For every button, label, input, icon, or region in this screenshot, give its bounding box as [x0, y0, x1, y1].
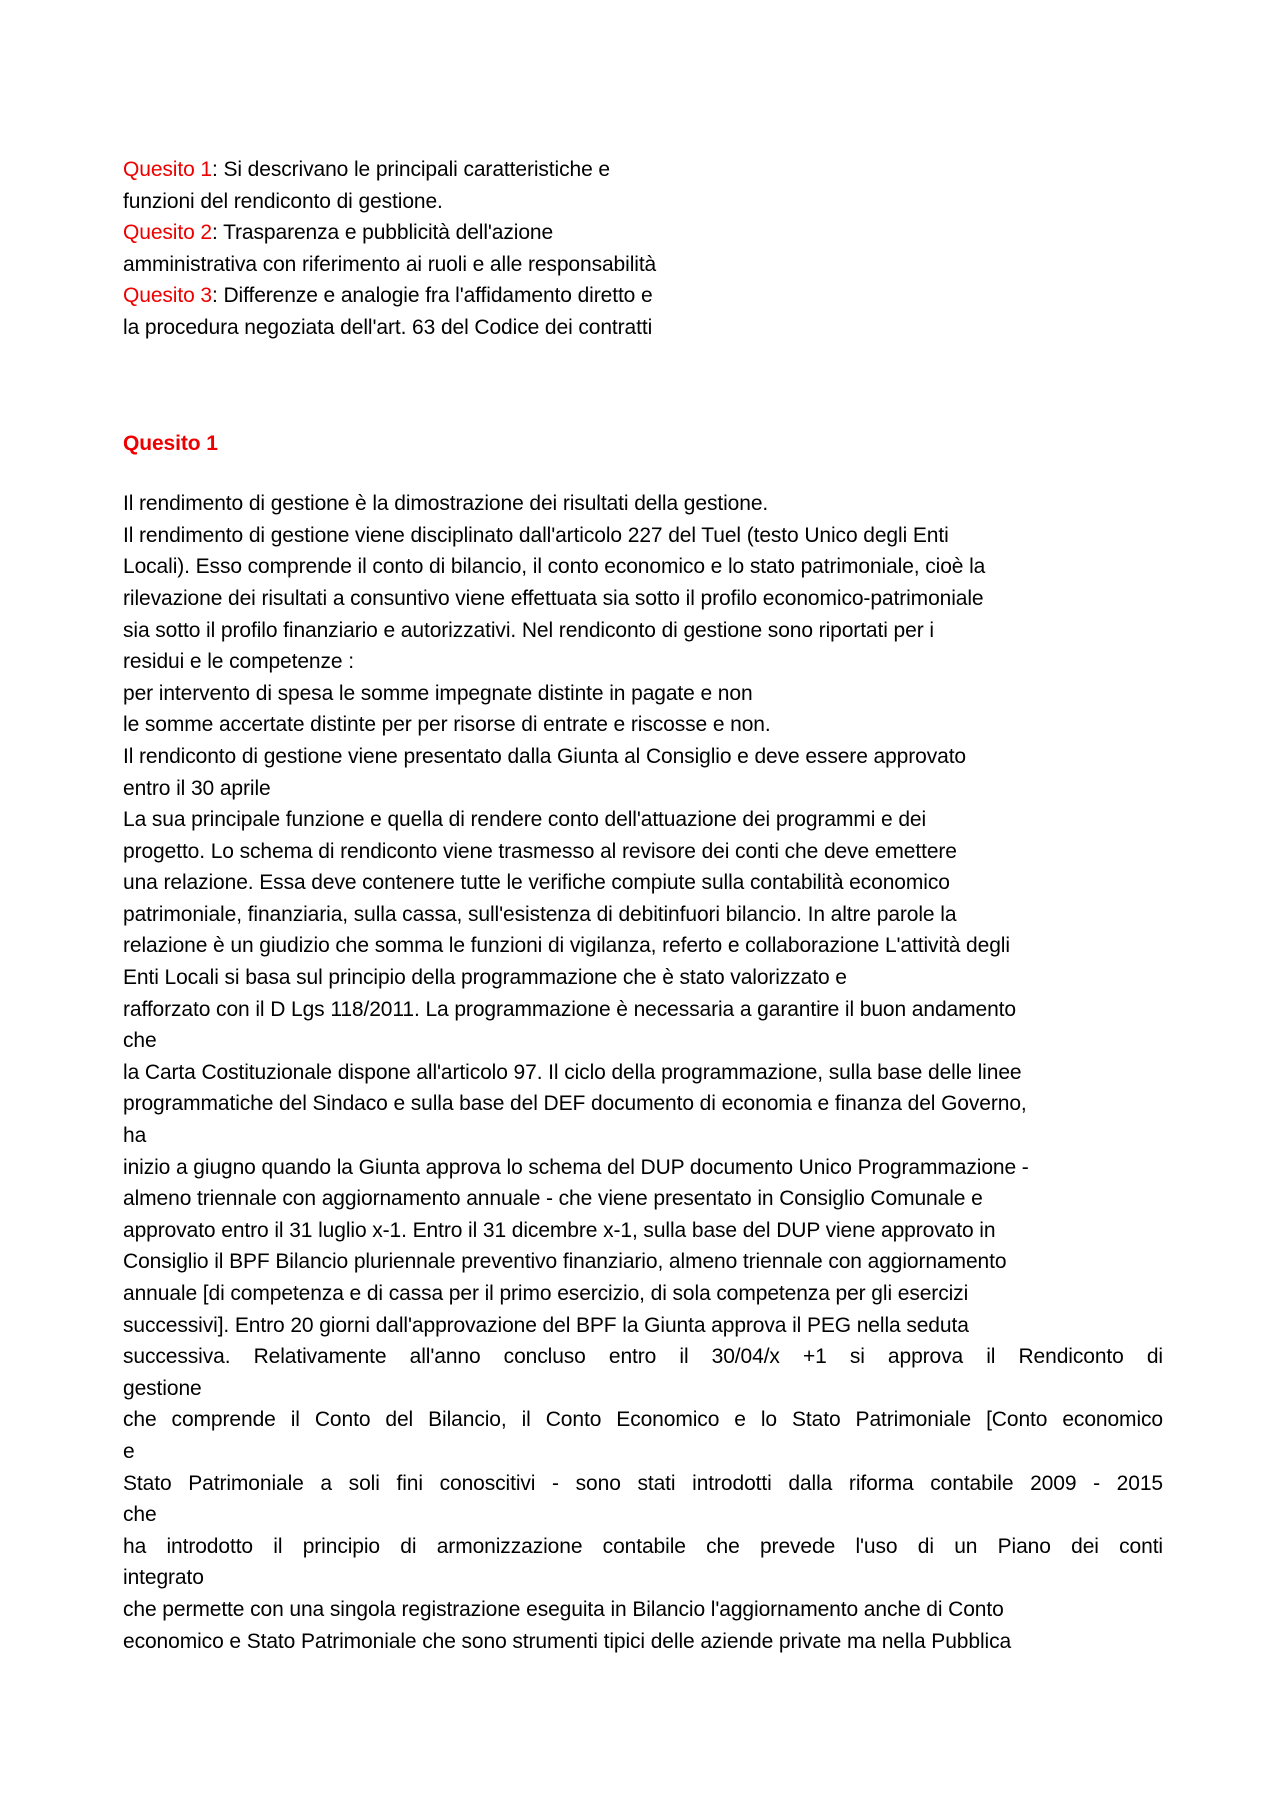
body-line: e	[123, 1439, 135, 1463]
question-1-line-2: funzioni del rendiconto di gestione.	[123, 189, 443, 213]
body-line: Il rendiconto di gestione viene presentato dalla Giunta al Consiglio e deve essere approvato	[123, 744, 967, 768]
body-line: progetto. Lo schema di rendiconto viene trasmesso al revisore dei conti che deve emettere	[123, 839, 957, 863]
body-line: sia sotto il profilo finanziario e autorizzativi. Nel rendiconto di gestione sono riportati per i	[123, 618, 934, 642]
body-line: che	[123, 1029, 157, 1053]
answer-body	[123, 488, 1163, 1657]
question-2-line-2: amministrativa con riferimento ai ruoli e alle responsabilità	[123, 252, 657, 276]
body-line: rilevazione dei risultati a consuntivo viene effettuata sia sotto il profilo economico-patrimoniale	[123, 586, 984, 610]
body-line: entro il 30 aprile	[123, 776, 271, 800]
body-line: per intervento di spesa le somme impegnate distinte in pagate e non	[123, 681, 753, 705]
questions-block	[123, 154, 1163, 344]
question-3-text: : Differenze e analogie fra l'affidamento diretto e	[212, 284, 653, 308]
answer-heading: Quesito 1	[123, 431, 218, 455]
body-line: Enti Locali si basa sul principio della programmazione che è stato valorizzato e	[123, 966, 847, 990]
body-line: economico e Stato Patrimoniale che sono strumenti tipici delle aziende private ma nella Pubblica	[123, 1629, 1012, 1653]
body-line: che	[123, 1503, 157, 1527]
body-line: programmatiche del Sindaco e sulla base del DEF documento di economia e finanza del Governo,	[123, 1092, 1027, 1116]
body-line: La sua principale funzione e quella di rendere conto dell'attuazione dei programmi e dei	[123, 808, 927, 832]
body-line: la Carta Costituzionale dispone all'articolo 97. Il ciclo della programmazione, sulla base delle linee	[123, 1060, 1022, 1084]
question-2-label: Quesito 2	[123, 221, 212, 245]
question-1-text: : Si descrivano le principali caratteristiche e	[212, 158, 610, 181]
heading-spacer	[123, 459, 1163, 488]
question-2-text: : Trasparenza e pubblicità dell'azione	[212, 221, 554, 245]
body-line: Locali). Esso comprende il conto di bilancio, il conto economico e lo stato patrimoniale, cioè la	[123, 555, 986, 579]
question-3-label: Quesito 3	[123, 284, 212, 308]
body-line: Il rendimento di gestione viene disciplinato dall'articolo 227 del Tuel (testo Unico degli Enti	[123, 523, 949, 547]
document-page	[123, 154, 1163, 1657]
body-line: gestione	[123, 1376, 202, 1400]
body-line: Consiglio il BPF Bilancio pluriennale preventivo finanziario, almeno triennale con aggiornamento	[123, 1250, 1007, 1274]
body-line: integrato	[123, 1566, 204, 1590]
body-line: rafforzato con il D Lgs 118/2011. La programmazione è necessaria a garantire il buon andamento	[123, 997, 1016, 1021]
question-1-label: Quesito 1	[123, 158, 212, 181]
body-line: approvato entro il 31 luglio x-1. Entro il 31 dicembre x-1, sulla base del DUP viene approvato in	[123, 1218, 996, 1242]
body-line: una relazione. Essa deve contenere tutte le verifiche compiute sulla contabilità economico	[123, 871, 950, 895]
body-line: annuale [di competenza e di cassa per il primo esercizio, di sola competenza per gli esercizi	[123, 1282, 969, 1305]
body-line: ha introdotto il principio di armonizzazione contabile che prevede l'uso di un Piano dei conti	[123, 1534, 1163, 1558]
question-2-line-1	[123, 217, 1163, 249]
body-line: che comprende il Conto del Bilancio, il Conto Economico e lo Stato Patrimoniale [Conto economico	[123, 1408, 1163, 1432]
question-3-line-2: la procedura negoziata dell'art. 63 del Codice dei contratti	[123, 315, 653, 339]
body-line: patrimoniale, finanziaria, sulla cassa, sull'esistenza di debitinfuori bilancio. In altre parole la	[123, 902, 957, 926]
question-3-line-1	[123, 280, 1163, 312]
body-line: ha	[123, 1124, 147, 1148]
body-line: le somme accertate distinte per per risorse di entrate e riscosse e non.	[123, 713, 771, 737]
body-line: inizio a giugno quando la Giunta approva lo schema del DUP documento Unico Programmazione -	[123, 1155, 1029, 1179]
body-line: che permette con una singola registrazione eseguita in Bilancio l'aggiornamento anche di Conto	[123, 1597, 1004, 1621]
body-line: successiva. Relativamente all'anno concluso entro il 30/04/x +1 si approva il Rendiconto di	[123, 1345, 1163, 1369]
body-line: almeno triennale con aggiornamento annuale - che viene presentato in Consiglio Comunale e	[123, 1187, 983, 1211]
question-1-line-1	[123, 154, 1163, 186]
body-line: residui e le competenze :	[123, 650, 354, 674]
body-line: successivi]. Entro 20 giorni dall'approvazione del BPF la Giunta approva il PEG nella seduta	[123, 1313, 969, 1337]
body-line: Il rendimento di gestione è la dimostrazione dei risultati della gestione.	[123, 492, 769, 516]
body-line: Stato Patrimoniale a soli fini conoscitivi - sono stati introdotti dalla riforma contabile 2009 - 2015	[123, 1471, 1163, 1495]
body-line: relazione è un giudizio che somma le funzioni di vigilanza, referto e collaborazione L'attività degli	[123, 934, 1010, 958]
